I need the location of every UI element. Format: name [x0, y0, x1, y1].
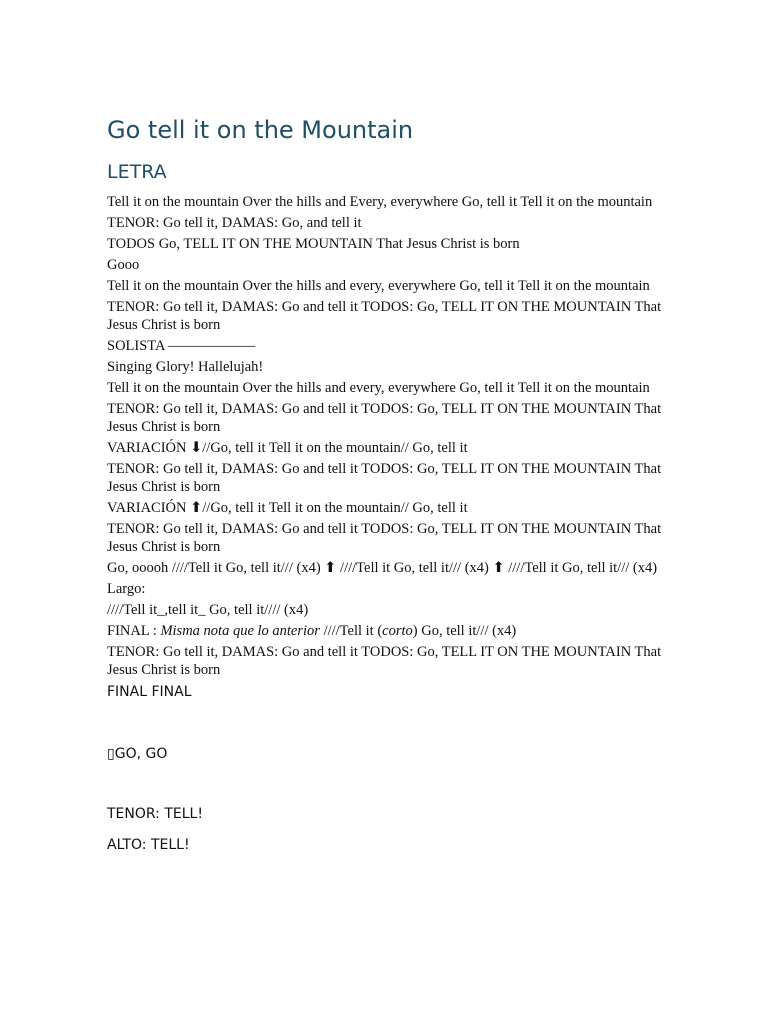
- lyric-line: SOLISTA ——————: [107, 338, 256, 354]
- alto-tell-text: ALTO: TELL!: [107, 837, 190, 853]
- lyric-line: TENOR: Go tell it, DAMAS: Go and tell it TODOS: Go, TELL IT ON THE MOUNTAIN That Jesus Christ is born: [107, 401, 665, 435]
- lyric-line: TENOR: Go tell it, DAMAS: Go and tell it TODOS: Go, TELL IT ON THE MOUNTAIN That Jesus Christ is born: [107, 644, 665, 678]
- document-page: [107, 113, 667, 855]
- final-middle: ////Tell it (: [319, 623, 383, 639]
- tenor-tell-text: TENOR: TELL!: [107, 806, 203, 822]
- section-heading: LETRA: [107, 161, 167, 183]
- lyric-line: TODOS Go, TELL IT ON THE MOUNTAIN That Jesus Christ is born: [107, 236, 520, 252]
- lyric-line: Singing Glory! Hallelujah!: [107, 359, 264, 375]
- lyric-line: VARIACIÓN ⬆//Go, tell it Tell it on the mountain// Go, tell it: [107, 500, 468, 516]
- lyric-line: ////Tell it_,tell it_ Go, tell it//// (x4): [107, 602, 309, 618]
- lyric-line: Go, ooooh ////Tell it Go, tell it/// (x4) ⬆ ////Tell it Go, tell it/// (x4) ⬆ ////Tell it Go, tell it/// (x4): [107, 560, 658, 576]
- missing-glyph-icon: ▯: [107, 746, 115, 762]
- lyric-line: VARIACIÓN ⬇//Go, tell it Tell it on the mountain// Go, tell it: [107, 440, 468, 456]
- final-prefix: FINAL :: [107, 623, 161, 639]
- lyric-line: Gooo: [107, 257, 140, 273]
- final-final-text: FINAL FINAL: [107, 684, 192, 700]
- lyric-line: TENOR: Go tell it, DAMAS: Go and tell it TODOS: Go, TELL IT ON THE MOUNTAIN That Jesus Christ is born: [107, 461, 665, 495]
- lyric-line: Tell it on the mountain Over the hills and every, everywhere Go, tell it Tell it on the mountain: [107, 278, 650, 294]
- go-go-text: ▯GO, GO: [107, 746, 168, 762]
- lyric-line: TENOR: Go tell it, DAMAS: Go and tell it TODOS: Go, TELL IT ON THE MOUNTAIN That Jesus Christ is born: [107, 521, 665, 555]
- lyric-line: Tell it on the mountain Over the hills and Every, everywhere Go, tell it Tell it on the mountain: [107, 194, 653, 210]
- lyric-line: Largo:: [107, 581, 146, 597]
- final-line: [107, 622, 667, 640]
- document-title: Go tell it on the Mountain: [107, 116, 414, 144]
- final-corto-italic: corto: [382, 623, 413, 639]
- lyric-line: TENOR: Go tell it, DAMAS: Go and tell it TODOS: Go, TELL IT ON THE MOUNTAIN That Jesus Christ is born: [107, 299, 665, 333]
- lyric-line: Tell it on the mountain Over the hills and every, everywhere Go, tell it Tell it on the mountain: [107, 380, 650, 396]
- final-suffix: ) Go, tell it/// (x4): [412, 623, 517, 639]
- lyric-line: TENOR: Go tell it, DAMAS: Go, and tell it: [107, 215, 362, 231]
- final-note-italic: Misma nota que lo anterior: [160, 623, 320, 639]
